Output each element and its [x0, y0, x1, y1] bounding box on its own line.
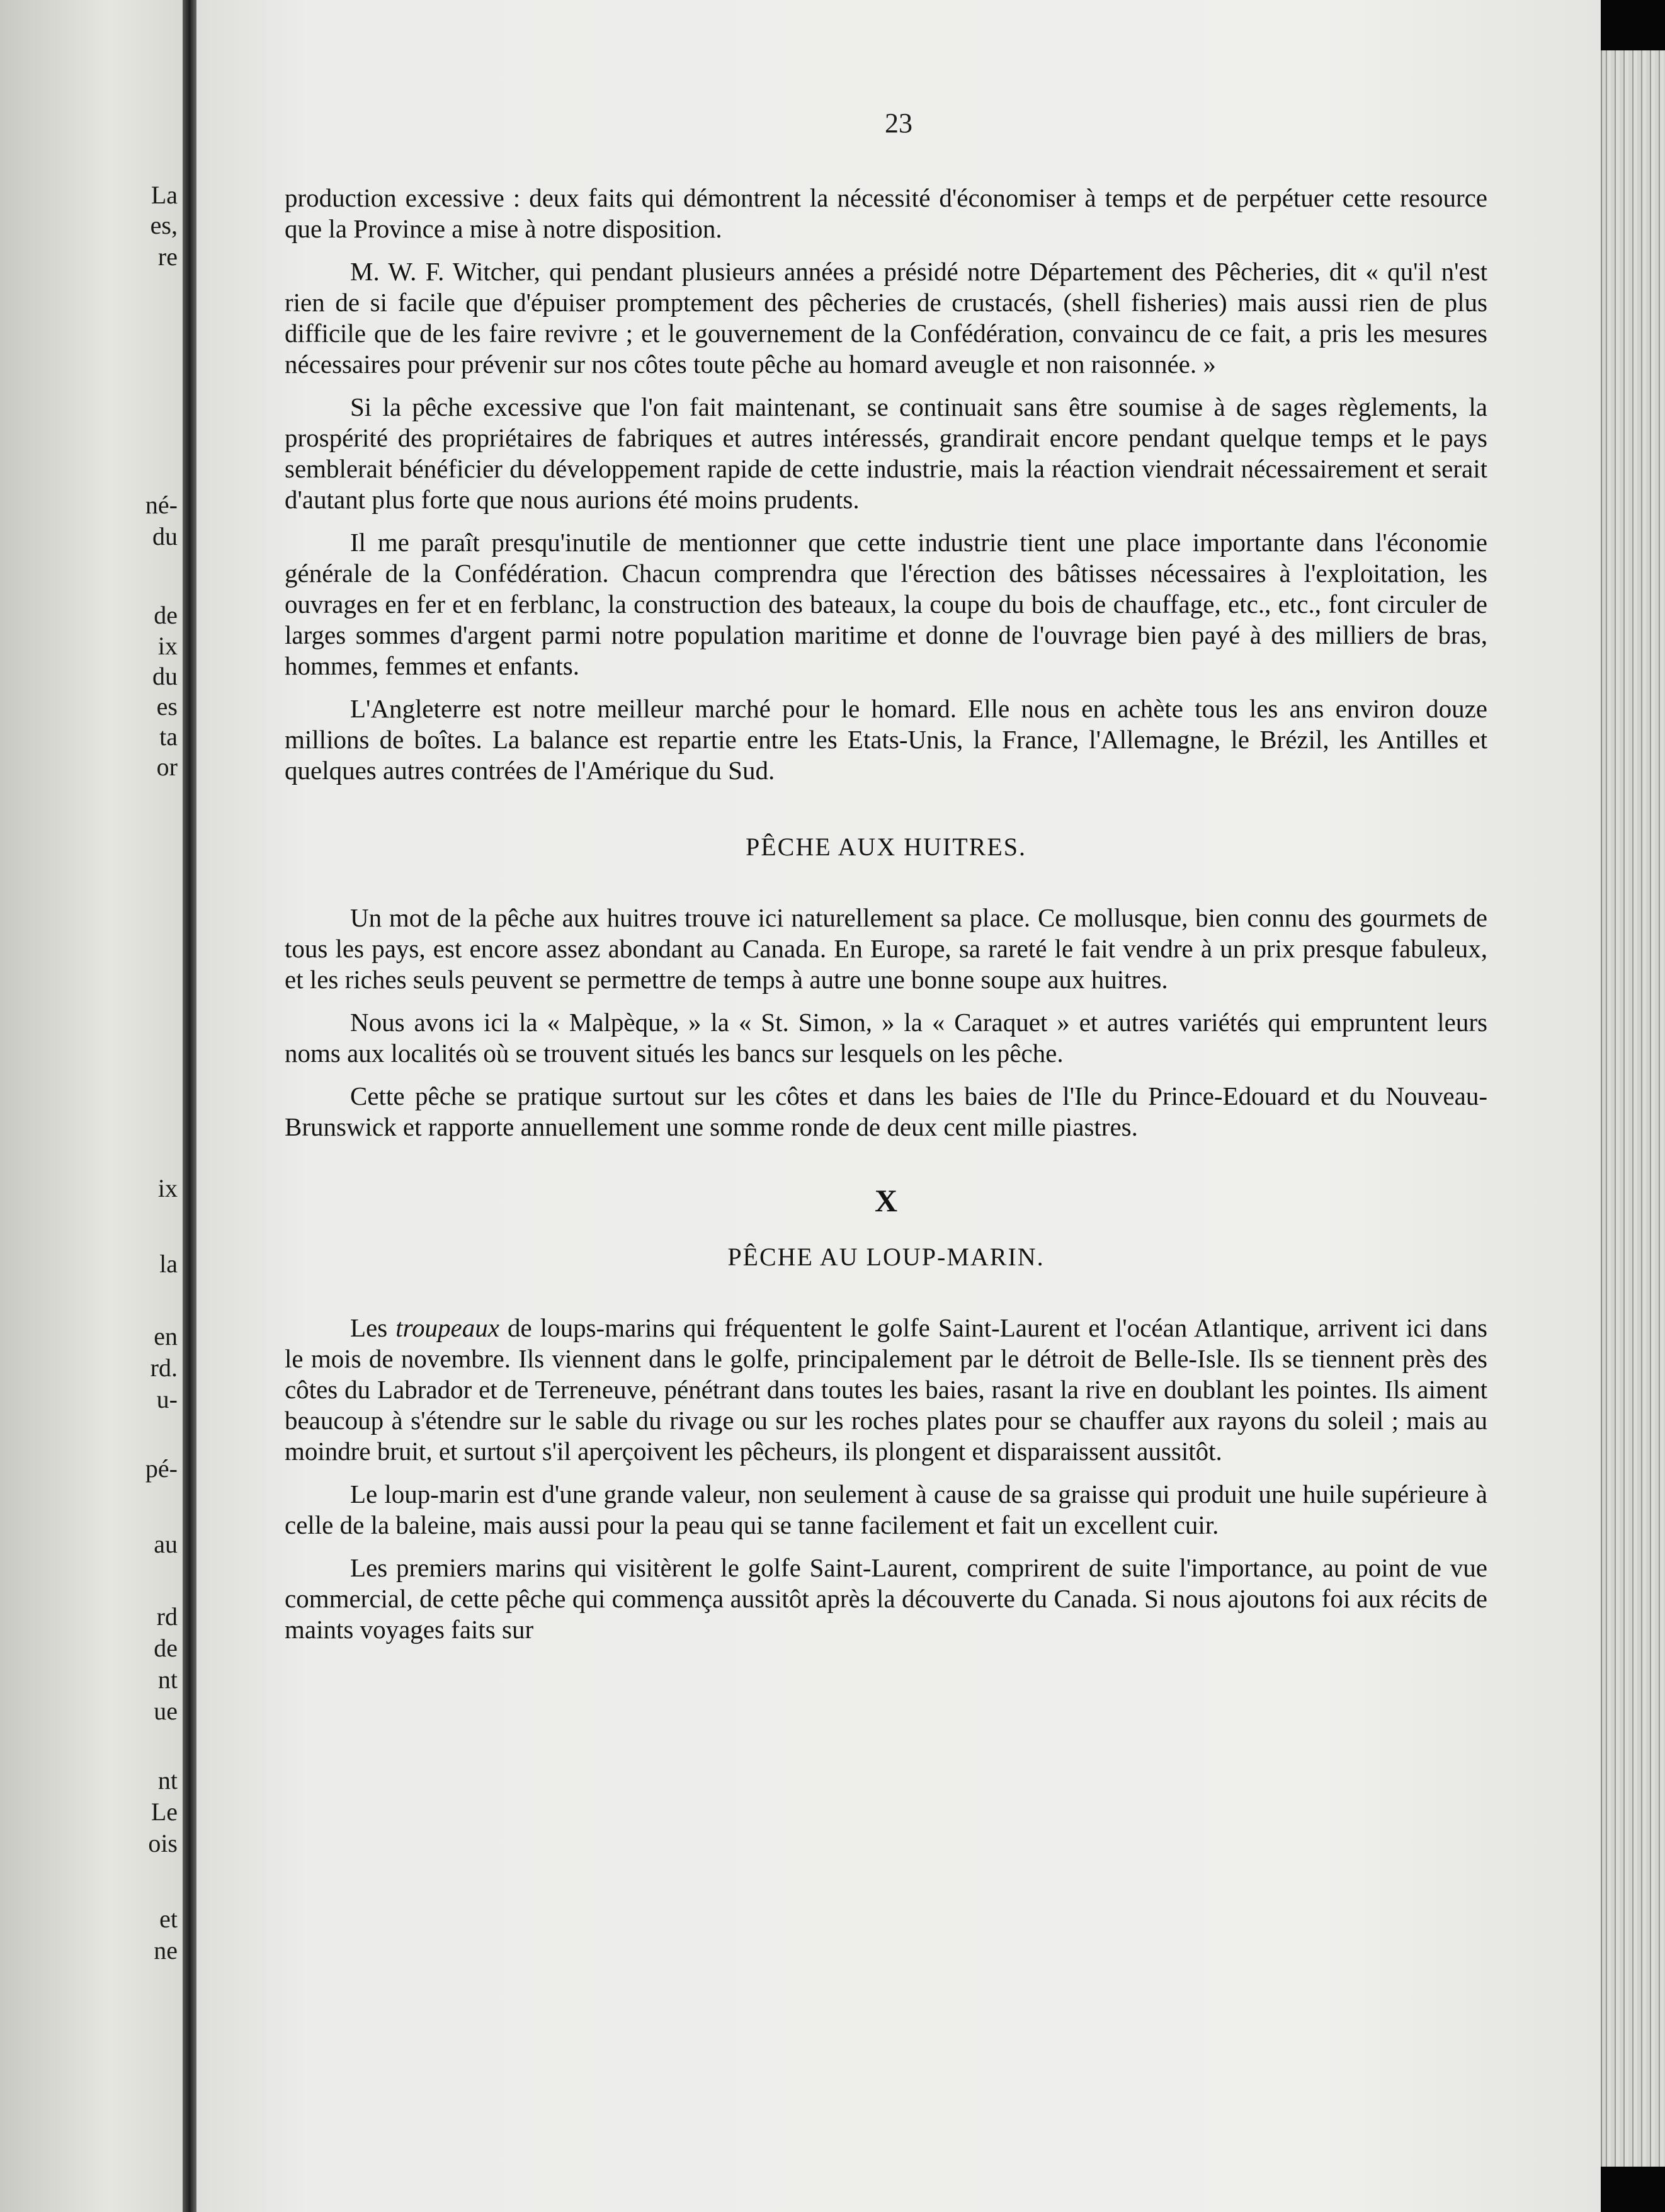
paragraph: Nous avons ici la « Malpèque, » la « St. Simon, » la « Caraquet » et autres variétés qui empruntent leurs noms aux localités où se trouvent situés les bancs sur lesquels on les pêche.: [285, 1008, 1487, 1068]
fragment: en: [154, 1322, 178, 1350]
fragment: es,: [150, 211, 178, 239]
fragment: Le: [151, 1798, 178, 1826]
paragraph: Il me paraît presqu'inutile de mentionner que cette industrie tient une place importante dans l'économie générale de la Confédération. Chacun comprendra que l'érection des bâtisses nécessaires à l'exploitation, les ouvrages en fer et en ferblanc, la construction des bateaux, la coupe du bois de chauffage, etc., etc., font circuler de larges sommes d'argent parmi notre population maritime et donne de l'ouvrage bien payé à des milliers de bras, hommes, femmes et enfants.: [285, 528, 1487, 680]
fragment: u-: [156, 1385, 178, 1413]
fragment: du: [152, 522, 178, 550]
book-gutter: [183, 0, 196, 2212]
fragment: ue: [154, 1697, 178, 1725]
paragraph: Si la pêche excessive que l'on fait maintenant, se continuait sans être soumise à de sages règlements, la prospérité des propriétaires de fabriques et autres intéressés, grandirait encore pendant quelque temps et le pays semblerait bénéficier du développement rapide de cette industrie, mais la réaction viendrait nécessairement et serait d'autant plus forte que nous aurions été moins prudents.: [285, 392, 1487, 514]
paragraph: production excessive : deux faits qui démontrent la nécessité d'économiser à temps et de perpétuer cette resource que la Province a mise à notre disposition.: [285, 183, 1487, 243]
page-number: 23: [885, 108, 912, 139]
fragment: nt: [157, 1665, 178, 1694]
section-heading: PÊCHE AU LOUP-MARIN.: [727, 1243, 1045, 1271]
paragraph: [285, 1313, 1487, 1467]
fragment: La: [151, 181, 178, 209]
fragment: ix: [157, 1174, 178, 1202]
fragment: pé-: [145, 1454, 178, 1483]
chapter-number: X: [874, 1183, 898, 1218]
fragment: rd.: [150, 1354, 178, 1382]
fragment: de: [154, 1634, 178, 1662]
paragraph: Les premiers marins qui visitèrent le golfe Saint-Laurent, comprirent de suite l'importance, au point de vue commercial, de cette pêche qui commença aussitôt après la découverte du Canada. Si nous ajoutons foi aux récits de maints voyages faits sur: [285, 1553, 1487, 1644]
fragment: ne: [154, 1936, 178, 1964]
paragraph: M. W. F. Witcher, qui pendant plusieurs années a présidé notre Département des Pêcheries, dit « qu'il n'est rien de si facile que d'épuiser promptement des pêcheries de crustacés, (shell fisheries) mais aussi rien de plus difficile que de les faire revivre ; et le gouvernement de la Confédération, convaincu de ce fait, a pris les mesures nécessaires pour prévenir sur nos côtes toute pêche au homard aveugle et non raisonnée. »: [285, 257, 1487, 379]
fragment: né-: [145, 491, 178, 519]
fragment: rd: [156, 1602, 178, 1631]
page-body: [285, 183, 1487, 1657]
fragment: or: [156, 753, 178, 781]
fragment: au: [154, 1530, 178, 1558]
paragraph: Cette pêche se pratique surtout sur les côtes et dans les baies de l'Ile du Prince-Edouard et du Nouveau-Brunswick et rapporte annuellement une somme ronde de deux cent mille piastres.: [285, 1081, 1487, 1141]
paragraph: Le loup-marin est d'une grande valeur, non seulement à cause de sa graisse qui produit une huile supérieure à celle de la baleine, mais aussi pour la peau qui se tanne facilement et fait un excellent cuir.: [285, 1479, 1487, 1539]
text-run: de loups-marins qui fréquentent le golfe Saint-Laurent et l'océan Atlantique, arrivent ici dans le mois de novembre. Ils viennent dans le golfe, principalement par le détroit de Belle-Isle. Ils se tiennent près des côtes du Labrador et de Terreneuve, pénétrant dans toutes les baies, rasant la rive en doublant les pointes. Ils aiment beaucoup à s'étendre sur le sable du rivage ou sur les roches plates pour se chauffer aux rayons du soleil ; mais au moindre bruit, et surtout s'il aperçoivent les pêcheurs, ils plongent et disparaissent aussitôt.: [285, 1313, 1488, 1466]
fragment: es: [156, 692, 178, 721]
fragment: de: [154, 601, 178, 629]
fragment: ta: [159, 722, 178, 751]
text-run: Les: [350, 1313, 396, 1342]
fragment: et: [159, 1905, 178, 1933]
facing-page-edge: [0, 0, 183, 2212]
fragment: re: [157, 242, 178, 271]
document-page: [196, 0, 1601, 2212]
italic-text: troupeaux: [395, 1313, 499, 1342]
fragment: nt: [157, 1766, 178, 1794]
page-stack-edge: [1601, 50, 1665, 2167]
paragraph: L'Angleterre est notre meilleur marché pour le homard. Elle nous en achète tous les ans environ douze millions de boîtes. La balance est repartie entre les Etats-Unis, la France, l'Allemagne, le Brézil, les Antilles et quelques autres contrées de l'Amérique du Sud.: [285, 694, 1487, 785]
fragment: ois: [148, 1829, 178, 1857]
fragment: la: [159, 1250, 178, 1278]
section-heading: PÊCHE AUX HUITRES.: [745, 833, 1027, 861]
fragment: du: [152, 662, 178, 690]
fragment: ix: [157, 632, 178, 660]
paragraph: Un mot de la pêche aux huitres trouve ici naturellement sa place. Ce mollusque, bien connu des gourmets de tous les pays, est encore assez abondant au Canada. En Europe, sa rareté le fait vendre à un prix presque fabuleux, et les riches seuls peuvent se permettre de temps à autre une bonne soupe aux huitres.: [285, 903, 1487, 994]
